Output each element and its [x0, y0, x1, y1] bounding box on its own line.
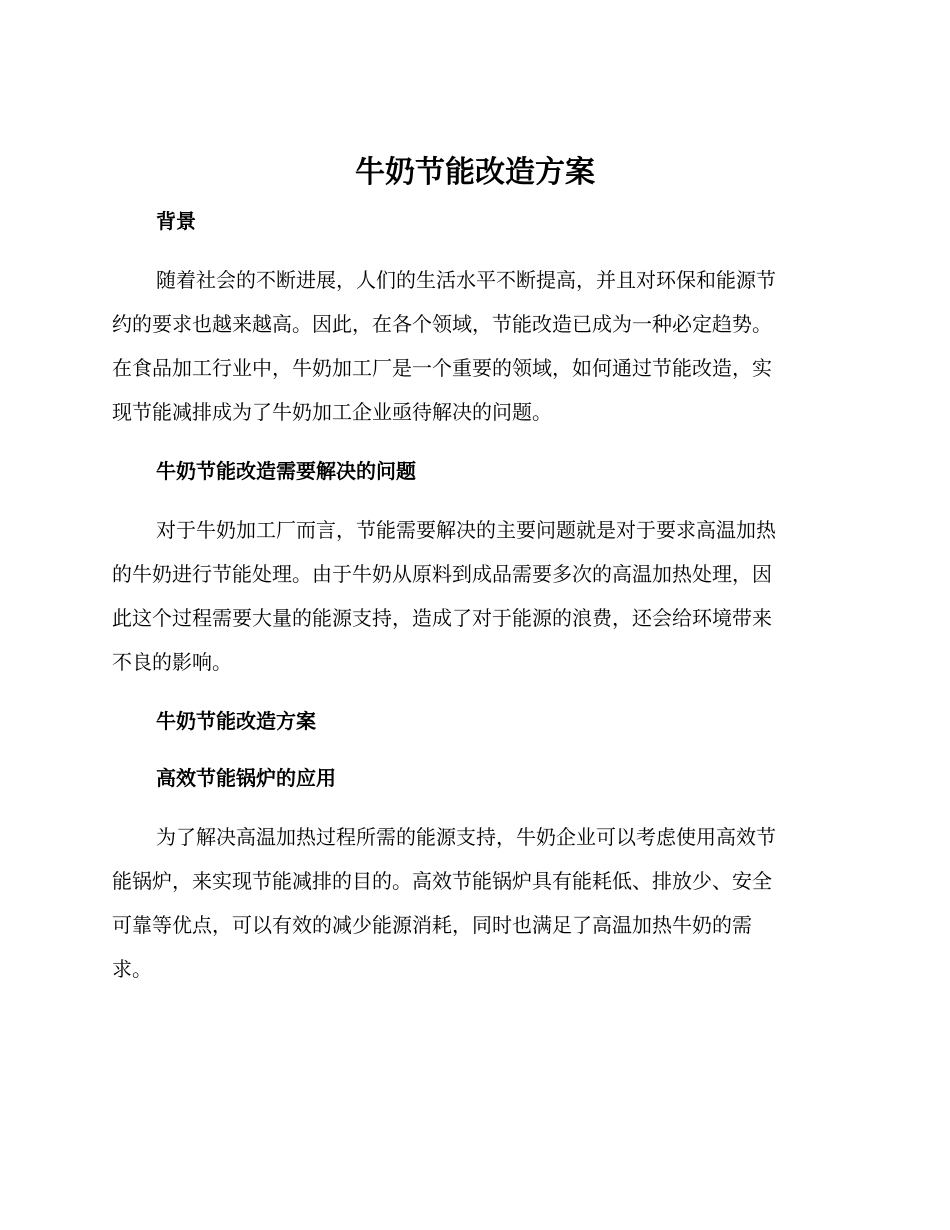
paragraph-line: 对于牛奶加工厂而言，节能需要解决的主要问题就是对于要求高温加热: [156, 518, 776, 542]
paragraph-problems: [112, 508, 832, 684]
paragraph-boiler: [112, 815, 832, 991]
paragraph-background: [112, 258, 832, 434]
section-heading-boiler: 高效节能锅炉的应用: [156, 766, 336, 790]
paragraph-line: 的牛奶进行节能处理。由于牛奶从原料到成品需要多次的高温加热处理，因: [112, 562, 772, 586]
paragraph-line: 现节能减排成为了牛奶加工企业亟待解决的问题。: [112, 400, 552, 424]
section-heading-background: 背景: [156, 209, 196, 233]
document-title: 牛奶节能改造方案: [355, 155, 595, 190]
paragraph-line: 约的要求也越来越高。因此，在各个领域，节能改造已成为一种必定趋势。: [112, 312, 772, 336]
paragraph-line: 为了解决高温加热过程所需的能源支持，牛奶企业可以考虑使用高效节: [156, 825, 776, 849]
paragraph-line: 在食品加工行业中，牛奶加工厂是一个重要的领域，如何通过节能改造，实: [112, 356, 772, 380]
paragraph-line: 此这个过程需要大量的能源支持，造成了对于能源的浪费，还会给环境带来: [112, 606, 772, 630]
paragraph-line: 可靠等优点，可以有效的减少能源消耗，同时也满足了高温加热牛奶的需: [112, 913, 752, 937]
paragraph-line: 求。: [112, 957, 152, 981]
section-heading-plan: 牛奶节能改造方案: [156, 709, 316, 733]
paragraph-line: 随着社会的不断进展，人们的生活水平不断提高，并且对环保和能源节: [156, 268, 776, 292]
paragraph-line: 不良的影响。: [112, 650, 232, 674]
section-heading-problems: 牛奶节能改造需要解决的问题: [156, 459, 416, 483]
paragraph-line: 能锅炉，来实现节能减排的目的。高效节能锅炉具有能耗低、排放少、安全: [112, 869, 772, 893]
